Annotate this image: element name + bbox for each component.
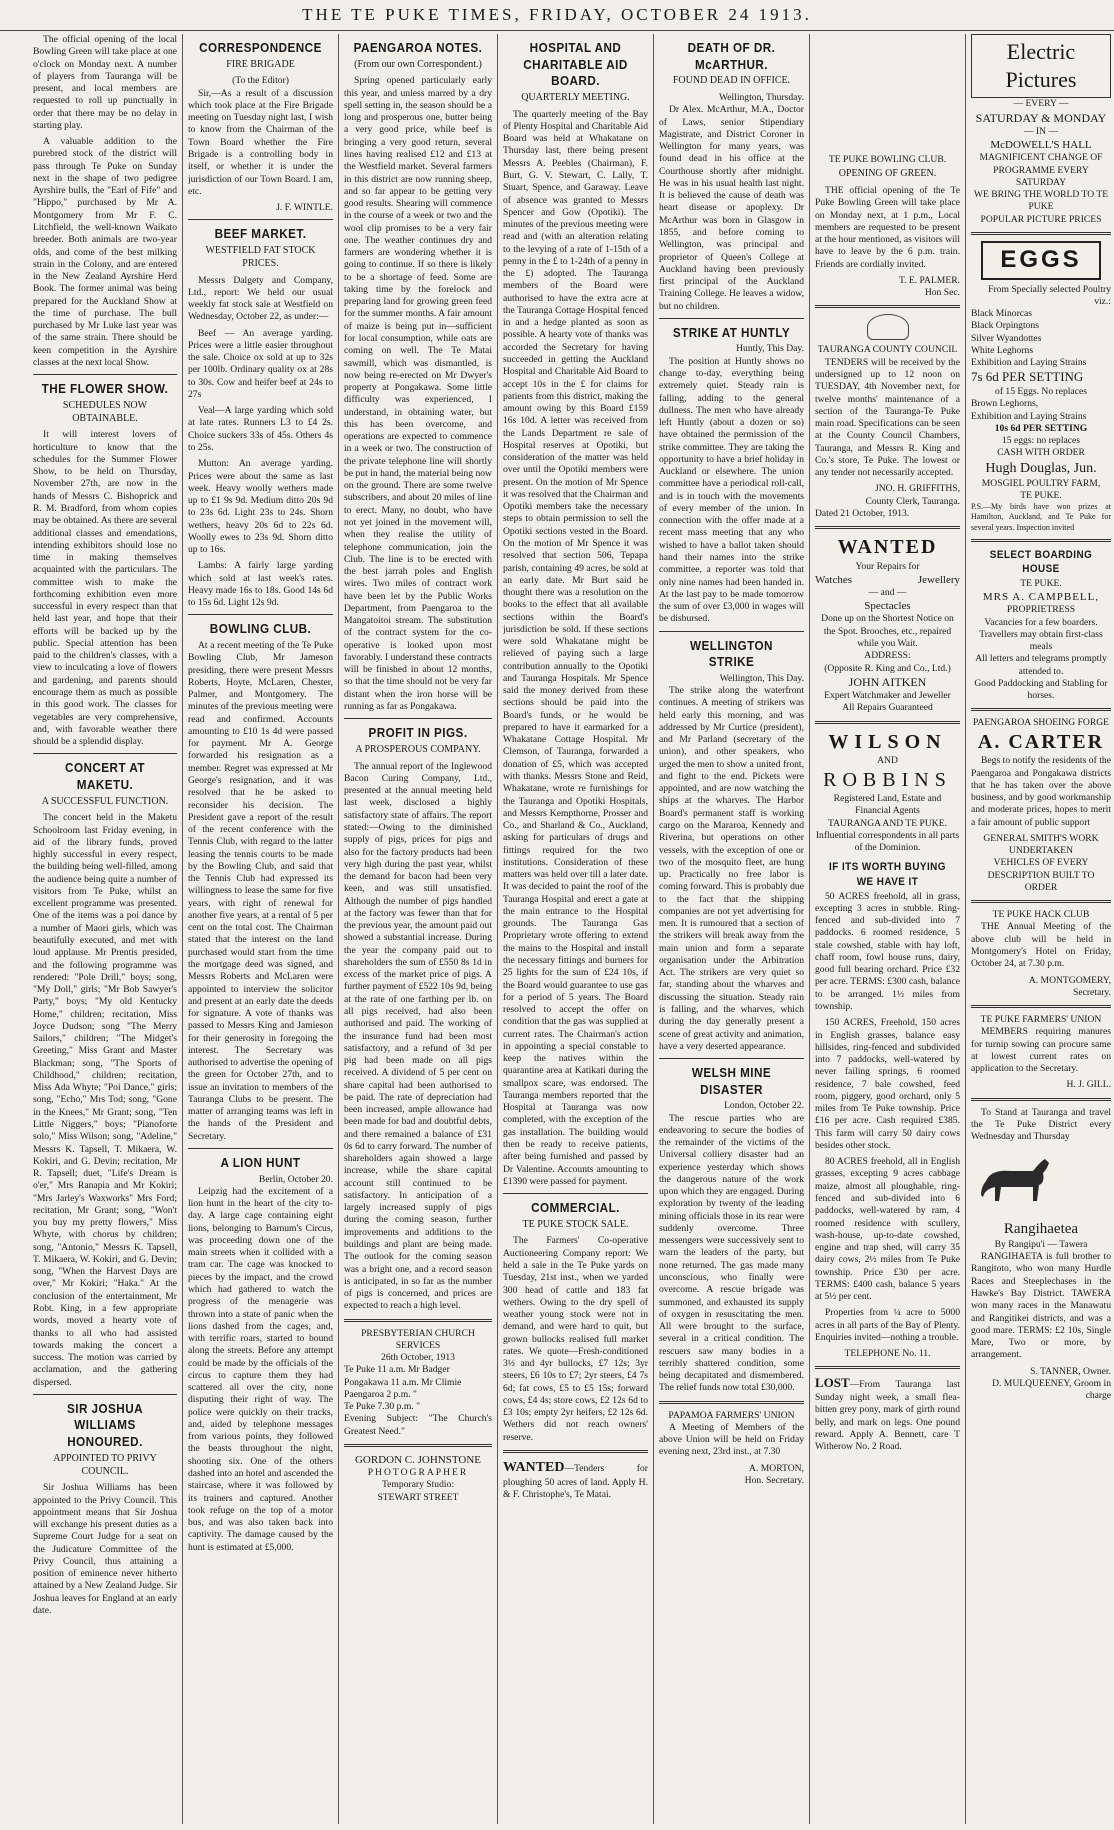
aitken-watches: Watches [815,574,852,587]
column-rule [182,34,183,1824]
column-rule [338,34,339,1824]
photographer-trade: PHOTOGRAPHER [367,1467,469,1479]
article-body: The quarterly meeting of the Bay of Plenty Hospital and Charitable Aid Board was held at Whakatane on Thursday last, there being present Messrs A. Peebles (Chairman), F. Burt, G. V. Stewart, C. Lally, T. Stuart, Spence, and Garaway. Leave of absence was granted to Messrs Spencer and Gow (Opotiki). The minutes of the previous meeting were read and (with an alteration relating to the levying of a rate of 1-15th of a penny in the £ to 1-24th of a penny in the £) adopted. The Tauranga members of the Board were authorised to have the extra acre at the Tauranga Cottage Hospital fenced in and a hedge planted as soon as possible. A hearty vote of thanks was accorded the Secretary for having succeeded in getting the Auckland Hospital and Charitable Aid Board to accept 10s in the £ for claims for patients from this district, making the amount owing by this Board £159 16s 10d. A letter was received from the Lands Department re sale of Hospital reserves at Opotiki, but consideration of the matter was held over until the Opotiki members were present. On the motion of Mr Spence it was resolved that the Chairman and Opotiki members take the necessary steps to obtain permission to sell the Opotiki sections vested in the Board. On the motion of Mr Spence it was resolved that section 506, Tepapa parish, containing 49 acres, be sold at an early date. Mr Burt said he thought there was a resolution on the books to the effect that all available sections within the Board's jurisdiction be sold. If these sections were sold Whakatane might be relieved of paying such a large contribution annually to the Opotiki and Tauranga Hospitals. Mr Spence said the money derived from these sections should be paid into the Board's funds, or he would be prepared to have it earmarked for a Whakatane Cottage Hospital. Mr Clemson, of Tauranga, forwarded a donation of £5, which was accepted with thanks. Messrs Stone and Reid, Whakatane, wrote re furnishings for the Tauranga and Opotiki Hospitals, and Messrs Kempthorne, Prosser and Co., and Sharland & Co., Auckland, asking for particulars of drugs and fittings required for the two institutions. Consideration of these matters was held over till a later date. It was decided to paint the roof of the Tauranga Hospital and erect a gate at the main entrance to the Hospital grounds. The Tauranga Gas Proprietary wrote offering to extend the mains to the Hospital and install the necessary fittings and burners for 25 lights for the sum of £24 10s, if the Board would guarantee to use gas for a period of 5 years. The Board resolved to accept the offer on condition that the gas was supplied at current rates. The Chairman's action in appointing a special constable to keep the natives within the quarantine area at Katikati during the smallpox scare, was endorsed. The Tauranga members reported that the Hospital at Tauranga was now completed, with the exception of the gas installation. The building would then be ready to receive patients, after being furnished and passed by Dr Valentine. Accounts amounting to £1390 were passed for payment. [503,108,648,1187]
wilson-line: Registered Land, Estate and Financial Agents [833,793,942,817]
farmers-union-title: TE PUKE FARMERS' UNION [980,1014,1102,1026]
dateline: Berlin, October 20. [258,1173,333,1185]
eggs-line: MOSGIEL POULTRY FARM, [981,477,1101,489]
article-body: It will interest lovers of horticulture to know that the schedules for the Summer Flower Show, to be held on Thursday, November 27th, are now in the hands of Messrs C. Bishoprick and R. M. Bradford, from whom copies may be obtained. As there are several additional classes and emendations, intending exhibitors should lose no time in making themselves acquainted with the particulars. The committee wish to make the forthcoming exhibition even more successful in every respect than that held last year, and hope that their efforts will be backed up by the public. Special attention has been paid to the children's classes, with a view to inculcating a love of flowers and gardening, and parents should encourage them as much as possible in this good work. The classes for vegetables are very comprehensive, and, with favorable weather there should be a splendid display. [33,429,177,748]
article-body: The Farmers' Co-operative Auctioneering Company report: We held a sale in the Te Puke yards on Tuesday, 21st inst., when we yarded 300 head of cattle and 183 fat wethers. Owing to the dry spell of weather young stock were not in demand, and were hard to quit, but grown bullocks realised full market rates. We quote—Fresh-conditioned 3½ and 4yr bullocks, £7 12s; 3yr steers, £6 10s to £7; 2yr steers, £4 7s 6d; fat cows, £5 to £5 15s; forward cows, £4 4s; store cows, £2 12s 6d to £3 10s; empty 2yr heifers, £2 12s 6d. Wethers did not reach owners' reserve. [503,1235,648,1443]
service-line: Pongakawa 11 a.m. Mr Climie [344,1376,462,1388]
signature: J. F. WINTLE. [276,202,333,214]
signature: S. TANNER, Owner. [1030,1365,1111,1377]
boarding-line: Good Paddocking and Stabling for horses. [974,677,1108,702]
column-5 [659,34,804,1824]
electric-hall: McDOWELL'S HALL [990,139,1092,152]
article-paragraph: Veal—A large yarding which sold at late rates. Runners L3 to £4 2s. Choice suckers 33s of 45s. Others 4s to 25s. [188,405,333,454]
column-rule [653,34,654,1824]
dateline: Huntly, This Day. [736,343,804,355]
dateline: Wellington, This Day. [719,672,804,684]
article-body: At a recent meeting of the Te Puke Bowling Club, Mr Jameson presiding, there were present Messrs Roberts, Hoyte, McLaren, Chester, Palmer, and Montgomery. The minutes of the previous meeting were read and confirmed. Accounts amounting to £10 1s 4d were passed for payment. Mr A. George forwarded his resignation as a member. Regret was expressed at Mr George's resignation, and it was resolved that he be asked to reconsider his decision. The President gave a report of the result of the recent conference with the Tennis Club, with regard to the latter leasing the tennis courts to be made by the Bowling Club, and said that the Tennis Club had expressed its willingness to lease the same for five years, with right of renewal for another five years, at a rental of 5 per cent on the total cost. The Chairman stated that the interest on the land purchased would start from the time the mortgage deed was signed, and Messrs Roberts and McLaren were appointed to interview the solicitor and present at an early date the deeds for signature. A vote of thanks was passed to Messrs King and Jamieson for their generosity in foregoing the interest. The Secretary was authorised to advertise the opening of the green for October 27th, and to issue an invitation to members of the Tauranga Clubs to be present. The matter of arranging teams was left in the hands of the President and Secretary. [188,640,333,1142]
column-2 [188,34,333,1824]
wilson-line: Influential correspondents in all parts of the Dominion. [815,829,960,854]
forge-title: PAENGAROA SHOEING FORGE [972,717,1110,729]
column-6 [815,34,960,1824]
property-listing: 50 ACRES freehold, all in grass, excepting 3 acres in stubble. Ring-fenced and sub-divided into 7 paddocks. 6 roomed residence, 5 stale cowshed, stable with hay loft, chaff room, fowl house runs, dairy, good full bearing orchard. Price £32 per acre. TERMS: £300 cash, balance to be arranged. 1½ miles from township. [815,890,960,1012]
eggs-price: 7s 6d PER SETTING [971,369,1084,385]
stud-name: Rangihaetea [1003,1220,1079,1237]
forge-owner: A. CARTER [977,730,1105,753]
column-rule [809,34,810,1824]
electric-line: POPULAR PICTURE PRICES [980,213,1102,225]
headline-concert: CONCERT AT MAKETU. [65,760,145,792]
article-paragraph: Beef — An average yarding. Prices were a little easier throughout the sale. Choice ox sold at up to 32s per 100lb. Ordinary quality ox at 28s to 30s. Cow and heifer beef at 24s to 27s [188,327,333,400]
aitken-line: — and — [868,587,907,599]
headline-welsh-mine: WELSH MINE DISASTER [691,1065,772,1097]
studio-line: Temporary Studio: [381,1479,455,1491]
aitken-jewellery: Jewellery [917,574,960,587]
electric-line: WE BRING THE WORLD TO TE PUKE [973,189,1109,213]
headline-paengaroa-notes: PAENGAROA NOTES. [353,40,483,55]
headline-bowling-club: BOWLING CLUB. [209,621,312,637]
property-listing: 150 ACRES, Freehold, 150 acres in English grasses, balance easy hillsides, ring-fenced and subdivided into 7 paddocks, well-watered by never failing springs, 6 roomed residence, 7 bale cowshed, feed room, piggery, good orchard, only 5 miles from Te Puke township. Price £16 per acre. Cash required £385. This farm will carry 50 dairy cows besides other stock. [815,1017,960,1151]
dateline: Wellington, Thursday. [718,92,804,104]
council-title: TAURANGA COUNTY COUNCIL [817,344,958,356]
aitken-spectacles: Spectacles [864,600,911,613]
property-listing: Properties from ¼ acre to 5000 acres in all parts of the Bay of Plenty. Enquiries invited—nothing a trouble. [815,1307,960,1343]
column-3 [344,34,492,1824]
article-body: The rescue parties who are endeavoring to secure the bodies of the remainder of the victims of the Universal colliery disaster had an experience yesterday which shows the dangerous nature of the work upon which they are engaged. During exploration by twenty of the leading mining officials those in its rear were suddenly overcome. Three messengers were successively sent to warn the leaders of the party, but none returned. The gas made many unconscious, who finally were overcome. A rescue brigade was summoned, and exhausted its supply of oxygen in resuscitating the men. All were brought to the surface, several in a critical condition. The rescuers saw many bodies in a terribly shattered condition, some being decapitated and dismembered. The relief funds now total £30,000. [659,1112,804,1394]
service-line: Te Puke 7.30 p.m. " [344,1401,420,1413]
breed-item: Black Minorcas [971,308,1033,320]
bowling-ad-title: TE PUKE BOWLING CLUB. [828,154,947,165]
subheadline: A PROSPEROUS COMPANY. [355,743,481,755]
boarding-owner: MRS A. CAMPBELL, [982,591,1100,604]
article-body: Dr Alex. McArthur, M.A., Doctor of Laws, senior Stipendiary Magistrate, and District Coroner in Wellington for many years, was found dead in his office at the Courthouse shortly after midnight. He was in his usual health last night. It is believed the cause of death was heart disease or apoplexy. Dr McArthur was born in Glasgow in 1855, and before coming to Wellington, was principal and proprietor of Queen's College at Auckland having been previously first principal of the Auckland Training College. He leaves a widow, but no children. [659,104,804,312]
headline-sir-joshua: SIR JOSHUA WILLIAMS HONOURED. [66,1400,144,1450]
papamoa-title: PAPAMOA FARMERS' UNION [668,1409,795,1421]
farmers-union-body: MEMBERS requiring manures for turnip sowing can procure same at lowest current rates on application to the Secretary. [971,1026,1111,1075]
forge-line: VEHICLES OF EVERY DESCRIPTION BUILT TO ORDER [987,857,1095,893]
lost-body: —From Tauranga last Sunday night week, a small flea-bitten grey pony, mark of girth round belly, and mark on legs. One pound reward. Apply A. Bennett, care T Witherow No. 2 Road. [815,1379,960,1453]
robbins-name: ROBBINS [823,768,952,791]
council-body: TENDERS will be received by the undersigned up to 12 noon on TUESDAY, 4th November next, for twelve months' maintenance of a section of the Tauranga-Te Puke main road. Specifications can be seen at the County Council Chambers, Tauranga, and Messrs R. King and Co.'s store, Te Puke. The lowest or any tender not necessarily accepted. [815,356,960,479]
signature: JNO. H. GRIFFITHS, [874,483,960,495]
boarding-line: All letters and telegrams promptly attended to. [975,653,1107,677]
signature: D. MULQUEENEY, Groom in charge [992,1377,1111,1402]
headline-correspondence: CORRESPONDENCE [199,40,322,55]
headline-beef-market: BEEF MARKET. [214,226,307,242]
article-body: Leipzig had the excitement of a lion hunt in the heart of the city to-day. A large cage containing eight lions, belonging to Barnum's Circus, was proceeding down one of the main streets when it collided with a tram car. The cage was knocked to pieces by the impact, and the crowd which had gathered to watch the progress of the menagerie was thrown into a state of panic when the lions dashed from the cages, and, with terrific roars, started to bound along the streets. Before any attempt could be made by the officials of the circus to capture them they had scattered all over the city, none disputing their right of way. The police were quickly on their tracks, and, aided by telephone messages from various points, they followed the beasts throughout the night, shooting six. One of the others dashed into an hotel and ascended the staircase, where it was followed by its trainers and captured. Another took refuge on the top of a motor bus, and was also taken back into captivity. The damage caused by the hunt is estimated at £5,000. [188,1185,333,1553]
column-4 [503,34,648,1824]
article-paragraph: Messrs Dalgety and Company, Ltd., report: We held our usual weekly fat stock sale at Westfield on Wednesday, October 22, as under:— [188,274,333,323]
wanted-title: WANTED [503,1459,565,1475]
signature: County Clerk, Tauranga. [865,495,960,507]
boarding-line: PROPRIETRESS [1006,604,1076,616]
breed-item: White Leghorns [971,344,1034,356]
column-1 [33,34,177,1824]
salutation: (To the Editor) [232,75,289,87]
aitken-address: ADDRESS: [864,650,911,662]
wilson-line: TAURANGA AND TE PUKE. [828,817,947,829]
breed-item: Black Orpingtons [971,320,1039,332]
headline-lion-hunt: A LION HUNT [220,1154,301,1170]
signature: Secretary. [1073,986,1111,998]
subheadline: SCHEDULES NOW OBTAINABLE. [62,399,148,424]
eggs-price: 10s 6d PER SETTING [994,422,1088,434]
signature: Hon. Secretary. [744,1475,804,1486]
boarding-line: TE PUKE. [1020,577,1062,589]
forge-line: GENERAL SMITH'S WORK UNDERTAKEN [983,832,1099,857]
aitken-line: Your Repairs for [855,560,920,572]
article-paragraph: Lambs: A fairly large yarding which sold at last week's rates. Heavy made 16s to 18s. Good 14s 6d to 15s 6d. Light 12s 9d. [188,560,333,609]
eggs-owner: Hugh Douglas, Jun. [985,460,1097,476]
wilson-and: AND [877,755,898,767]
signature: A. MONTGOMERY, [1028,974,1111,986]
boarding-line: Vacancies for a few boarders. [984,616,1098,628]
property-listing: 80 ACRES freehold, all in English grasses, excepting 9 acres cabbage maize, almost all ploughable, ring-fenced and sub-divided into 6 paddocks, well-watered by ram, 4 roomed residence with scullery, wash-house, up-to-date cowshed, engine and trap shed, will carry 35 dairy cows, 2½ miles from Te Puke township. Price £30 per acre. TERMS: £400 cash, balance 5 years at 5½ per cent. [815,1156,960,1303]
eggs-ps: P.S.—My birds have won prizes at Hamilton, Auckland, and Te Puke for several years. Inspection invited [971,502,1111,532]
wanted-body: —Tenders for ploughing 50 acres of land. Apply H. & F. Christophe's, Te Matai. [503,1462,648,1501]
masthead: THE TE PUKE TIMES, FRIDAY, OCTOBER 24 1913. [0,0,1114,31]
article-paragraph: The official opening of the local Bowling Green will take place at one o'clock on Monday next. A number of players from Tauranga will be present, and local members are requested to roll up punctually in order that there may be no delay in starting play. [33,34,177,131]
subheadline: APPOINTED TO PRIVY COUNCIL. [53,1452,157,1477]
subheadline: FOUND DEAD IN OFFICE. [672,75,791,87]
article-body: The strike along the waterfront continues. A meeting of strikers was held early this morning, and was addressed by Mr Curtice (president), and Mr Parland (secretary of the union), and other speakers, who urged the men to show a united front, and fight to the end. Pickets were appointed, and are now watching the ships at the wharves. The Harbor Board's permanent staff is working cargo on the Mararoa, Kennedy and Riverina, but operations on other vessels, with the exception of one or two of the mosquito fleet, are hung up. Practically no free labor is coming forward. This is probably due to the fact that the shipping companies are not yet advertising for men. It is rumoured that a section of the strikers will break away from the main union and form a separate organisation under the Arbitration Act. The strikers are very quiet so far, standing about the wharves and discussing the situation. Steady rain is falling, and the wharves, which during the day generally present a scene of great activity and animation, have a very deserted appearance. [659,685,804,1052]
article-body: The annual report of the Inglewood Bacon Curing Company, Ltd., presented at the annual meeting held last week, disclosed a highly satisfactory state of affairs. The report stated:—Owing to the diminished supply of pigs, prices for pigs and also for the factory products had been very high during the past year, whilst the demand for bacon had been very keen, and was still unsatisfied. Although the number of pigs handled at the factory was fewer than that for the previous year, the amount paid out showed a substantial increase. During the year the company paid out to shareholders the sum of £550 8s 1d in excess of the market price of pigs. A further payment of £522 10s 9d, being at the rate of one farthing per lb. on all pigs received, had also been authorised and paid. The working of the insurance fund had been most satisfactory, and a refund of 3d per pig had been made on all pigs received. A dividend of 5 per cent on share capital had been authorised to be paid. The rate of depreciation had been increased, ample allowance had been made for bad and doubtful debts, and there remained a balance of £31 0s 6d to carry forward. The number of shareholders again showed a large increase, while the share capital account still continued to be satisfactory. In anticipation of a largely increased supply of pigs during the coming season, further improvements and additions to the buildings and plant are being made. The outlook for the coming season was a bright one, and a record season is anticipated, in so far as the number of pigs is concerned, and prices are expected to reach a high level. [344,760,492,1312]
hack-club-title: TE PUKE HACK CLUB [992,909,1090,921]
subheadline: FIRE BRIGADE [226,58,295,70]
headline-flower-show: THE FLOWER SHOW. [41,381,169,397]
breed-item: Exhibition and Laying Strains [971,410,1087,422]
aitken-name: JOHN AITKEN [848,674,927,689]
article-body: Sir,—As a result of a discussion which took place at the Fire Brigade meeting on Tuesday night last, I wish to know from the Chairman of the Town Board whether the Fire Brigade is a controlling body in itself, or whether it is under the jurisdiction of our Town Board. I am, etc. [188,87,333,197]
boarding-line: Travellers may obtain first-class meals [979,628,1103,653]
hack-club-body: THE Annual Meeting of the above club will be held in Montgomery's Hotel on Friday, October 24, at 7.30 p.m. [971,921,1111,970]
article-body: Spring opened particularly early this year, and unless marred by a dry spell setting in, the season should be a long and prosperous one, butter being a very good price, while beef is bringing a very good return, several lines having realised £12 and £13 at the Westfield market. Several farmers in this district are now running sheep, and so far appear to be getting very good results. Shearing will commence in the course of a week or two and the wool clip promises to be a very fair one. The weather continues dry and farmers are wondering whether it is going to continue. If so there is likely to be a shortage of feed. Some are taking time by the forelock and preparing land for growing green feed for the summer months. A fair amount of maize is being put in—sufficient for local consumption, while oats are coming on well. The Te Matai sawmill, which was dismantled, is now being re-erected on Mr Dwyer's property at Pongakawa. Some little difficulty was experienced, I understand, in obtaining water, but this has been overcome, and operations are expected to commence in a week or two. The construction of the private telephone line will shortly be put in hand, the material being now on the ground. There are some twelve subscribers, and about 20 miles of line to erect. Many, no doubt, who have not yet joined in the movement will, when they realise the utility of telephone communication, join the Club. The line is to be erected with the best jarrah poles and English wires. Two miles of contract work have been let by the Public Works Department, from Paengaroa to the Mangatoitoi stream. The substitution of the contract system for the co-operative is looked upon most favorably. I understand these contracts will be finished in about 12 months, so that the time should not be very far distant when the iron horse will be running as far as Pongakawa. [344,75,492,712]
electric-line: — EVERY — [1013,98,1069,110]
service-line: Te Puke 11 a.m. Mr Badger [344,1364,450,1376]
wilson-headline: IF ITS WORTH BUYING WE HAVE IT [829,861,946,888]
headline-commercial: COMMERCIAL. [531,1200,620,1216]
eggs-line: TE PUKE. [1020,489,1062,501]
lost-title: LOST [815,1375,850,1391]
photographer-name: GORDON C. JOHNSTONE [354,1454,481,1466]
eggs-line: CASH WITH ORDER [997,447,1085,459]
aitken-guarantee: All Repairs Guaranteed [842,702,933,714]
subheadline: A SUCCESSFUL FUNCTION. [41,795,169,807]
notice-body: A Meeting of Members of the above Union will be held on Friday evening next, 23rd inst., at 7.30 [659,1421,804,1458]
column-rule [497,34,498,1824]
dateline: London, October 22. [724,1100,804,1112]
eggs-title: EGGS [981,241,1101,280]
stud-pedigree: By Rangipu'i — Tawera [994,1238,1088,1250]
horse-icon [971,1151,1061,1211]
eggs-line: of 15 Eggs. No replaces [995,386,1087,398]
electric-line: MAGNIFICENT CHANGE OF PROGRAMME EVERY SATURDAY [979,152,1103,188]
council-date: Dated 21 October, 1913. [815,507,910,519]
subheadline: WESTFIELD FAT STOCK PRICES. [205,244,316,269]
article-body: The position at Huntly shows no change to-day, everything being extremely quiet. Steady rain is falling, adding to the general dullness. The men who have already left Huntly (about a dozen or so) have obtained the permission of the strike committee. They are taking the opportunity to have a brief holiday in Auckland or elsewhere. The union committee have a periodical roll-call, and is in touch with the movements of every member of the union. In connection with the offer made at a recent mass meeting that any who wished to have a ballot taken should hand their names into the strike committee, a reporter was told that only nine names had been handed in. At the last pay to be made tomorrow the sum of over £3,000 in wages will be disbursed. [659,355,804,625]
headline-mcarthur: DEATH OF DR. McARTHUR. [687,40,776,72]
electric-days: SATURDAY & MONDAY [975,110,1107,125]
breed-item: Brown Leghorns, [971,398,1039,410]
stud-text: RANGIHAETA is full brother to Rangitoto, who won many Hurdle Races and Steeplechases in the Hawke's Bay District. TAWERA won many races in the Manawatu and Rangitikei districts, and was a good mare. TERMS: £2 10s, Single Mare, Two or more, by arrangement. [971,1251,1111,1361]
bowling-ad-body: THE official opening of the Te Puke Bowling Green will take place on Monday next, at 1 p.m., Local members are requested to be present at the hour mentioned, as visitors will have to leave by the 6 p.m. train. Friends are cordially invited. [815,185,960,270]
signature: A. MORTON, [749,1462,804,1474]
electric-pictures-title: Electric Pictures [971,34,1111,98]
subheadline: QUARTERLY MEETING. [521,91,630,103]
service-line: Paengaroa 2 p.m. " [344,1388,417,1400]
bowling-ad-subtitle: OPENING OF GREEN. [838,168,937,180]
studio-line: STEWART STREET [377,1491,459,1503]
headline-profit-in-pigs: PROFIT IN PIGS. [368,725,468,741]
breed-item: Exhibition and Laying Strains [971,357,1087,369]
article-body: The concert held in the Maketu Schoolroom last Friday evening, in aid of the library funds, proved highly successful in every respect, the building being well-filled, among the audience being quite a number of visitors from Te Puke, whilst an excellent programme was presented. One of the items was a poi dance by a number of Maori girls, which was beautifully executed, and met with loud applause. Mr Prentis presided, and the following programme was rendered: "Pole Drill," boys; song, "My Doll," girls; "Mr Bob Sawyer's Party," boys; "My old Kentucky Home," children; recitation, Miss Joyce Dudson; song "The Merry Sailors," children; "The Midget's Greeting," Miss Grant and Master Blackman; song, "The Sports of Childhood," children; recitation, Miss Ada Whyte; "Poi Dance," girls; song, "Echo," Mrs Tod; song, "Gone in the Knees," Mr Grant; song, "Ten Little Niggers," boys; "Pianoforte solo," Miss Wilson; song, "Adeline," Messrs K. Tapsell, T. Mikaera, W. Kokiri, and G. Devin; recitation, Mr R. Tapsell; duet, "Life's Dream is o'er," Mrs Ranapia and Mr Kokiri; "Mrs Jarley's Waxworks" Mrs Ford; recitation, Mr Grant; song, "Won't you buy my pretty flowers," Miss Whyte, with chorus by children; song, "Antonio," Messrs K. Tapsell, T. Mikaera, W. Kokiri, and G. Devin; song, "When the Harvest Days are over," Mr Kokiri; "Haka." At the conclusion of the entertainment, Mr Robt. King, in a few appropriate words, moved a hearty vote of thanks to all who had assisted towards making the concert a success. The motion was carried by acclamation, and the gathering dispersed. [33,812,177,1388]
aitken-body: Done up on the Shortest Notice on the Spot. Brooches, etc., repaired while you Wait. [821,613,954,649]
forge-body: Begs to notify the residents of the Paengaroa and Pongakawa districts that he has taken over the above business, and by good workmanship and moderate prices, hopes to merit a fair amount of public support [971,755,1111,828]
breed-item: Silver Wyandottes [971,332,1042,344]
article-paragraph: A valuable addition to the purebred stock of the district will pass through Te Puke on Sunday next in the shape of two pedigree Ayrshire bulls, the "Earl of Fife" and "Hippo," purchased by Mr A. Montgomery from Mr F. C. Litchfield, the well-known Waikato breeder. Both animals are two-year olds, and come of the best milking strain in the Colony, and are entered in the New Zealand Ayrshire Herd Book. The former animal was being prepared for the Auckland Show at the time of purchase. The bull purchased by Mr Luke last year was of the same strain. There should be keen competition in the Ayrshire classes at the next local Show. [33,136,177,368]
electric-line: — IN — [1023,125,1059,137]
aitken-wanted-title: WANTED [837,536,938,559]
subheadline: TE PUKE STOCK SALE. [522,1218,629,1230]
aitken-address: (Opposite R. King and Co., Ltd.) [824,662,951,674]
boarding-title: SELECT BOARDING HOUSE [989,548,1093,575]
church-services-title: PRESBYTERIAN CHURCH SERVICES [361,1327,475,1351]
article-paragraph: Mutton: An average yarding. Prices were about the same as last week. Heavy woolly wethers made up to £1 9s 9d. Medium ditto 20s 9d to 23s 6d. Light 23s to 24s. Shorn wethers, heavy 20s 6d to 22s 6d. Woolly ewes to 23s 9d. Shorn ditto up to 16s. [188,458,333,556]
wilson-phone: TELEPHONE No. 11. [844,1348,931,1360]
signature: Hon Sec. [924,287,960,299]
headline-hospital-board: HOSPITAL AND CHARITABLE AID BOARD. [523,40,628,89]
headline-huntly-strike: STRIKE AT HUNTLY [672,324,791,340]
signature: H. J. GILL. [1066,1079,1111,1091]
service-line: 26th October, 1913 [381,1352,455,1364]
wilson-name: WILSON [828,730,947,753]
aitken-trade: Expert Watchmaker and Jeweller [824,690,951,702]
column-rule [965,34,966,1824]
article-body: Sir Joshua Williams has been appointed to the Privy Council. This appointment means that Sir Joshua will exchange his present duties as a Supreme Court Judge for a seat on the Judicature Committee of the Privy Council, thus attaining a position of eminence never hitherto attained by a New Zealand Judge. Sir Joshua leaves for England at an early date. [33,1482,177,1616]
coat-of-arms-icon [867,314,909,340]
service-line: Evening Subject: "The Church's Greatest Need." [344,1413,492,1437]
eggs-line: From Specially selected Poultry viz.: [988,283,1111,307]
subheadline: (From our own Correspondent.) [354,58,482,70]
signature: T. E. PALMER. [898,274,960,286]
eggs-line: 15 eggs: no replaces [1001,435,1081,447]
column-7 [971,34,1111,1824]
stud-body: To Stand at Tauranga and travel the Te Puke District every Wednesday and Thursday [971,1106,1111,1143]
headline-wellington-strike: WELLINGTON STRIKE [690,637,773,670]
